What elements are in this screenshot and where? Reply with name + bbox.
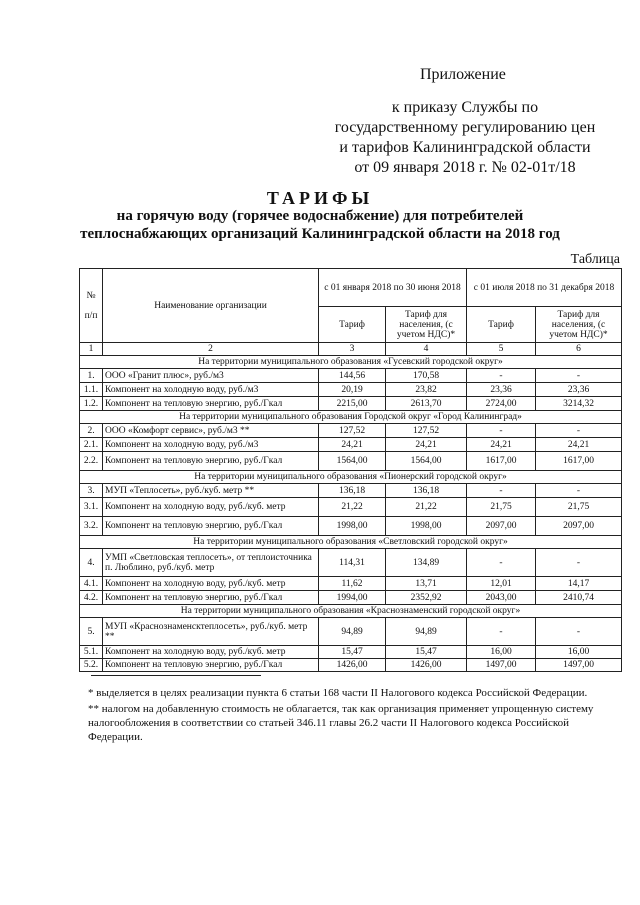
population-tariff-value: 13,71 [386,577,467,591]
tariff-value: 2043,00 [467,591,536,605]
row-number: 4.2. [80,591,103,605]
population-tariff-value: 2410,74 [536,591,622,605]
row-number: 2.1. [80,438,103,452]
organization-name: Компонент на холодную воду, руб./м3 [103,383,319,397]
population-tariff-value: 21,22 [386,498,467,517]
footnote: ** налогом на добавленную стоимость не облагается, так как организация применяет упрощенную систему налогообложения в соответствии со статьей 346.11 главы 26.2 части II Налогового кодекса Российской Федерации. [88,703,594,743]
tariff-value: 11,62 [319,577,386,591]
tariff-value: - [467,369,536,383]
header-name: Наименование организации [103,269,319,343]
tariff-value: 21,75 [467,498,536,517]
organization-name: МУП «Теплосеть», руб./куб. метр ** [103,484,319,498]
tariff-value: 1994,00 [319,591,386,605]
footnote-separator [91,675,261,676]
population-tariff-value: 1617,00 [536,452,622,471]
tariff-value: 21,22 [319,498,386,517]
tariff-value: 24,21 [467,438,536,452]
population-tariff-value: - [536,424,622,438]
tariff-value: 1497,00 [467,659,536,672]
population-tariff-value: 1497,00 [536,659,622,672]
population-tariff-value: 23,82 [386,383,467,397]
population-tariff-value: - [536,484,622,498]
region-row: На территории муниципального образования Городской округ «Город Калининград» [80,411,622,424]
row-number: 3. [80,484,103,498]
population-tariff-value: 1426,00 [386,659,467,672]
tariff-value: 12,01 [467,577,536,591]
row-number: 1.1. [80,383,103,397]
tariff-value: 136,18 [319,484,386,498]
document-title: ТАРИФЫ [266,188,374,208]
header-tariff-population: Тариф для населения, (с учетом НДС)* [386,307,467,343]
tariff-value: 23,36 [467,383,536,397]
tariff-value: 114,31 [319,549,386,577]
organization-name: Компонент на тепловую энергию, руб./Гкал [103,452,319,471]
header-tariff-population: Тариф для населения, (с учетом НДС)* [536,307,622,343]
tariff-value: 2215,00 [319,397,386,411]
population-tariff-value: 170,58 [386,369,467,383]
header-tariff: Тариф [319,307,386,343]
organization-name: Компонент на холодную воду, руб./куб. метр [103,646,319,659]
appendix-line: и тарифов Калининградской области [339,139,591,156]
population-tariff-value: - [536,618,622,646]
tariff-value: 16,00 [467,646,536,659]
tariff-value: 94,89 [319,618,386,646]
tariff-value: 15,47 [319,646,386,659]
population-tariff-value: 24,21 [386,438,467,452]
population-tariff-value: 2097,00 [536,517,622,536]
tariff-value: 20,19 [319,383,386,397]
row-number: 5.2. [80,659,103,672]
tariffs-table [79,268,622,672]
document-subtitle: на горячую воду (горячее водоснабжение) для потребителей [116,208,524,224]
tariff-value: - [467,424,536,438]
row-number: 2. [80,424,103,438]
region-row: На территории муниципального образования «Краснознаменский городской округ» [80,605,622,618]
row-number: 4. [80,549,103,577]
header-tariff: Тариф [467,307,536,343]
row-number: 3.1. [80,498,103,517]
population-tariff-value: 1998,00 [386,517,467,536]
region-row: На территории муниципального образования «Светловский городской округ» [80,536,622,549]
population-tariff-value: 94,89 [386,618,467,646]
row-number: 2.2. [80,452,103,471]
column-number: 1 [80,343,103,356]
tariff-value: - [467,618,536,646]
population-tariff-value: 127,52 [386,424,467,438]
population-tariff-value: 3214,32 [536,397,622,411]
column-number: 6 [536,343,622,356]
population-tariff-value: - [536,369,622,383]
population-tariff-value: 15,47 [386,646,467,659]
tariff-value: - [467,549,536,577]
population-tariff-value: 14,17 [536,577,622,591]
organization-name: Компонент на тепловую энергию, руб./Гкал [103,591,319,605]
header-period-2: с 01 июля 2018 по 31 декабря 2018 [467,269,622,307]
population-tariff-value: 1564,00 [386,452,467,471]
region-row: На территории муниципального образования «Пионерский городской округ» [80,471,622,484]
tariff-value: 127,52 [319,424,386,438]
tariff-value: - [467,484,536,498]
document-subtitle: теплоснабжающих организаций Калининградской области на 2018 год [80,226,560,242]
appendix-line: от 09 января 2018 г. № 02-01т/18 [354,159,576,176]
footnotes [88,686,613,746]
organization-name: Компонент на холодную воду, руб./куб. метр [103,498,319,517]
organization-name: МУП «Краснознаменсктеплосеть», руб./куб. метр ** [103,618,319,646]
header-period-1: с 01 января 2018 по 30 июня 2018 [319,269,467,307]
population-tariff-value: 2613,70 [386,397,467,411]
organization-name: Компонент на холодную воду, руб./м3 [103,438,319,452]
tariff-value: 1426,00 [319,659,386,672]
organization-name: Компонент на холодную воду, руб./куб. метр [103,577,319,591]
tariff-value: 1998,00 [319,517,386,536]
organization-name: УМП «Светловская теплосеть», от теплоисточника п. Люблино, руб./куб. метр [103,549,319,577]
appendix-line: к приказу Службы по [391,99,539,116]
row-number: 1.2. [80,397,103,411]
row-number: 4.1. [80,577,103,591]
row-number: 3.2. [80,517,103,536]
column-number: 4 [386,343,467,356]
organization-name: ООО «Комфорт сервис», руб./м3 ** [103,424,319,438]
table-label: Таблица [570,252,620,267]
population-tariff-value: 2352,92 [386,591,467,605]
tariff-value: 144,56 [319,369,386,383]
row-number: 1. [80,369,103,383]
appendix-title: Приложение [420,66,506,83]
organization-name: Компонент на тепловую энергию, руб./Гкал [103,659,319,672]
row-number: 5. [80,618,103,646]
appendix-line: государственному регулированию цен [334,119,596,136]
tariff-value: 1564,00 [319,452,386,471]
row-number: 5.1. [80,646,103,659]
tariff-value: 2097,00 [467,517,536,536]
population-tariff-value: 21,75 [536,498,622,517]
organization-name: Компонент на тепловую энергию, руб./Гкал [103,397,319,411]
population-tariff-value: 24,21 [536,438,622,452]
population-tariff-value: 134,89 [386,549,467,577]
population-tariff-value: - [536,549,622,577]
population-tariff-value: 136,18 [386,484,467,498]
tariff-value: 1617,00 [467,452,536,471]
region-row: На территории муниципального образования «Гусевский городской округ» [80,356,622,369]
header-num: № п/п [80,269,103,343]
footnote: * выделяется в целях реализации пункта 6 статьи 168 части II Налогового кодекса Российской Федерации. [88,687,588,699]
tariff-value: 2724,00 [467,397,536,411]
tariff-value: 24,21 [319,438,386,452]
population-tariff-value: 16,00 [536,646,622,659]
column-number: 3 [319,343,386,356]
organization-name: Компонент на тепловую энергию, руб./Гкал [103,517,319,536]
column-number: 5 [467,343,536,356]
column-number: 2 [103,343,319,356]
organization-name: ООО «Гранит плюс», руб./м3 [103,369,319,383]
population-tariff-value: 23,36 [536,383,622,397]
